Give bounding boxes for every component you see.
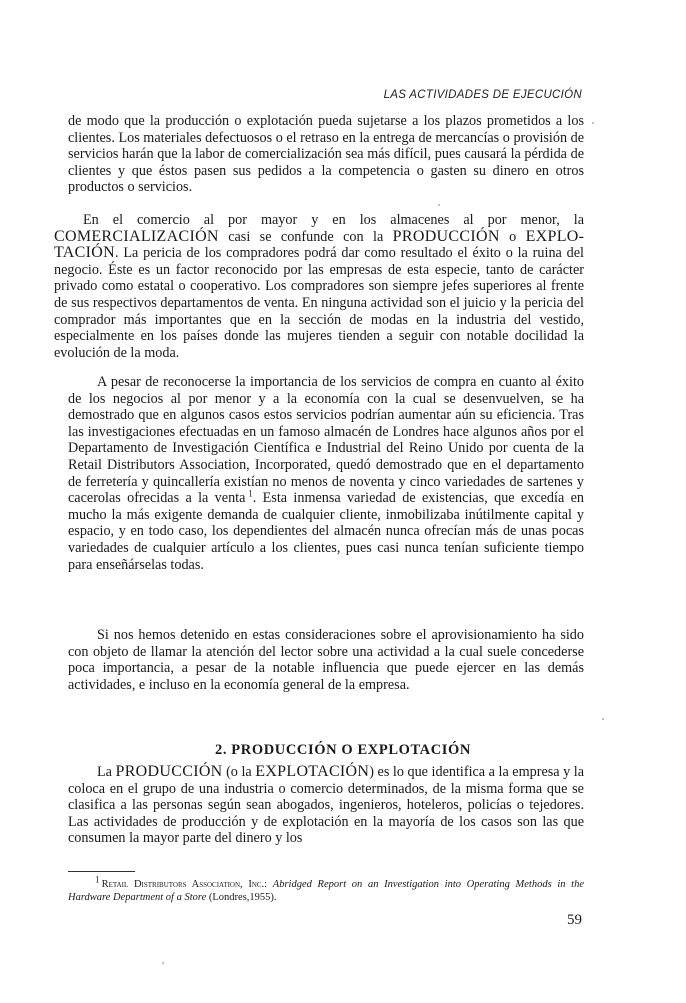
text-run: . Esta inmensa variedad de existencias, que excedía en mucho la más exigente demanda de cualquier cliente, inmobilizaba inútilmente capital y espacio, y en todo caso, los dependientes del almacén nunca ofrecían más de unas pocas variedades de cualquier artículo a los clientes, pues casi nunca tenían suficiente tiempo para enseñárselas todas. <box>68 490 584 573</box>
emphasis-caps: COMERCIALIZACIÓN <box>54 227 219 245</box>
paragraph-purchasing-services <box>68 374 584 573</box>
text-run: A pesar de reconocerse la importancia de los servicios de compra en cuanto al éxito de los negocios al por menor y a la economía con la cual se desenvuelven, se ha demostrado que en algunos casos estos servicios podrían aumentar aún su eficiencia. Tras las investigaciones efectuadas en un famoso almacén de Londres hace algunos años por el Departamento de Investigación Científica e Industrial del Reino Unido por cuenta de la Retail Distributors Association, Incorporated, quedó demostrado que en el departamento de ferretería y quincallería existían no menos de noventa y cinco variedades de sartenes y cacerolas ofrecidas a la venta <box>68 374 584 507</box>
scan-speck <box>162 962 164 964</box>
text-run: ) es lo que identifica a la empresa y la coloca en el grupo de una industria o comercio determinados, de la misma forma que se clasifica a las personas según sean abogados, ingenieros, hoteleros, policías o tejedores. Las actividades de producción y de explotación en la mayoría de los casos son las que consumen la mayor parte del dinero y los <box>68 764 584 847</box>
paragraph-wholesale-commerce <box>54 212 584 361</box>
scan-speck <box>592 122 594 124</box>
emphasis-caps: PRODUCCIÓN <box>392 227 500 245</box>
paragraph-continuation: de modo que la producción o explotación pueda sujetarse a los plazos prometidos a los clientes. Los materiales defectuosos o el retraso en la entrega de mercancías o provisión de servicios harán que la labor de comercialización sea más difícil, pues causará la pérdida de clientes y que éstos pasen sus pedidos a la competencia o gasten su dinero en otros productos o servicios. <box>68 113 584 196</box>
footnote <box>68 874 585 904</box>
emphasis-caps: PRODUCCIÓN <box>115 763 223 780</box>
paragraph-production <box>68 764 584 847</box>
section-heading: 2. PRODUCCIÓN O EXPLOTACIÓN <box>215 742 471 759</box>
text-run: o <box>499 228 526 245</box>
text-run: . La pericia de los compradores podrá dar como resultado el éxito o la ruina del negocio. Éste es un factor reconocido por las empresas de esta especie, tanto de carácter privado como estatal o cooperativo. Los compradores son siempre jefes superiores al frente de sus respectivos departamentos de venta. En ninguna actividad son el juicio y la pericia del comprador más importantes que en la sección de modas en la industria del vestido, especialmente en los países donde las mujeres tienden a seguir con notable docilidad la evolución de la moda. <box>54 245 584 361</box>
emphasis-caps: EXPLOTACIÓN <box>54 227 584 262</box>
paragraph-provisioning: Si nos hemos detenido en estas consideraciones sobre el aprovisionamiento ha sido con objeto de llamar la atención del lector sobre una actividad a la cual suele concederse poca importancia, a pesar de la notable influencia que puede ejercer en las demás actividades, e incluso en la economía general de la empresa. <box>68 627 584 693</box>
text-run: casi se confunde con la <box>218 228 393 245</box>
footnote-divider <box>68 871 135 872</box>
text-run: La <box>97 764 116 780</box>
scan-speck <box>438 204 440 206</box>
running-head: LAS ACTIVIDADES DE EJECUCIÓN <box>383 89 582 101</box>
footnote-title: Abridged Report on an Investigation into Operating Methods in the Hardware Department of a Store <box>68 879 585 903</box>
footnote-reference[interactable]: 1 <box>248 488 253 499</box>
footnote-author: Retail Distributors Association, Inc.: <box>101 879 268 890</box>
text-run: En el comercio al por mayor y en los almacenes al por menor, la <box>83 212 584 228</box>
footnote-publication: (Londres,1955). <box>208 892 277 903</box>
emphasis-caps: EXPLOTACIÓN <box>255 763 370 780</box>
footnote-number: 1 <box>95 874 100 885</box>
text-run: (o la <box>222 764 256 780</box>
page-number: 59 <box>567 912 582 928</box>
scan-speck <box>602 718 604 720</box>
